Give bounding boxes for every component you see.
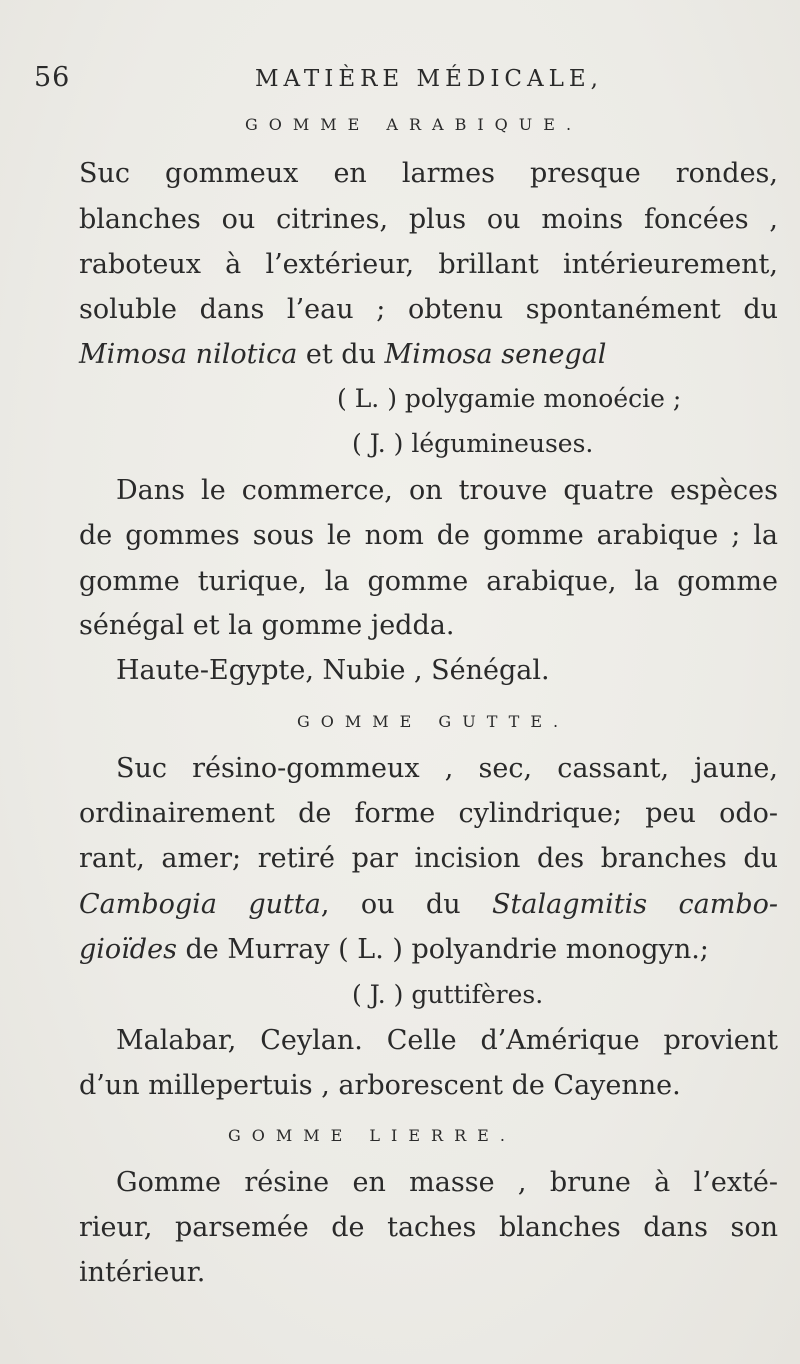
text-fragment: , ou du [320, 889, 493, 920]
species-name: Mimosa nilotica [79, 339, 298, 370]
classification-jussieu: ( J. ) légumineuses. [352, 429, 594, 458]
text-line: Suc résino-gommeux , sec, cassant, jaune, [116, 753, 778, 784]
text-line-species [79, 891, 778, 918]
text-line-species [79, 936, 709, 963]
text-line: Malabar, Ceylan. Celle d’Amérique provient [116, 1025, 778, 1056]
text-line: soluble dans l’eau ; obtenu spontanément du [79, 294, 778, 325]
page-number: 56 [34, 62, 71, 93]
text-line: ordinairement de forme cylindrique; peu odo- [79, 798, 778, 829]
classification-linnaeus: ( L. ) polygamie monoécie ; [337, 384, 682, 413]
text-line: rieur, parsemée de taches blanches dans son [79, 1212, 778, 1243]
section-title-gomme-arabique: GOMME ARABIQUE. [245, 115, 583, 134]
species-name: Stalagmitis cambo- [492, 889, 779, 920]
text-line: sénégal et la gomme jedda. [79, 610, 455, 641]
species-name: Mimosa senegal [384, 339, 607, 370]
origin-line: Haute-Egypte, Nubie , Sénégal. [116, 655, 550, 686]
running-title: MATIÈRE MÉDICALE, [255, 66, 603, 92]
section-title-gomme-lierre: GOMME LIERRE. [228, 1126, 516, 1145]
text-line: blanches ou citrines, plus ou moins foncées , [79, 204, 778, 235]
text-fragment: et du [297, 339, 385, 370]
text-line: intérieur. [79, 1257, 206, 1288]
text-line: Dans le commerce, on trouve quatre espèces [116, 475, 778, 506]
text-line: gomme turique, la gomme arabique, la gomme [79, 566, 778, 597]
section-title-gomme-gutte: GOMME GUTTE. [297, 712, 570, 731]
text-line: Suc gommeux en larmes presque rondes, [79, 158, 778, 189]
classification-jussieu: ( J. ) guttifères. [352, 980, 544, 1009]
text-line-species [79, 341, 606, 368]
text-line: de gommes sous le nom de gomme arabique ; la [79, 520, 778, 551]
text-line: raboteux à l’extérieur, brillant intérieurement, [79, 249, 778, 280]
species-name: gioïdes [79, 934, 177, 965]
species-name: Cambogia gutta [79, 889, 321, 920]
text-line: Gomme résine en masse , brune à l’exté- [116, 1167, 778, 1198]
text-line: d’un millepertuis , arborescent de Cayenne. [79, 1070, 681, 1101]
text-fragment: de Murray ( L. ) polyandrie monogyn.; [176, 934, 709, 965]
text-line: rant, amer; retiré par incision des branches du [79, 843, 778, 874]
